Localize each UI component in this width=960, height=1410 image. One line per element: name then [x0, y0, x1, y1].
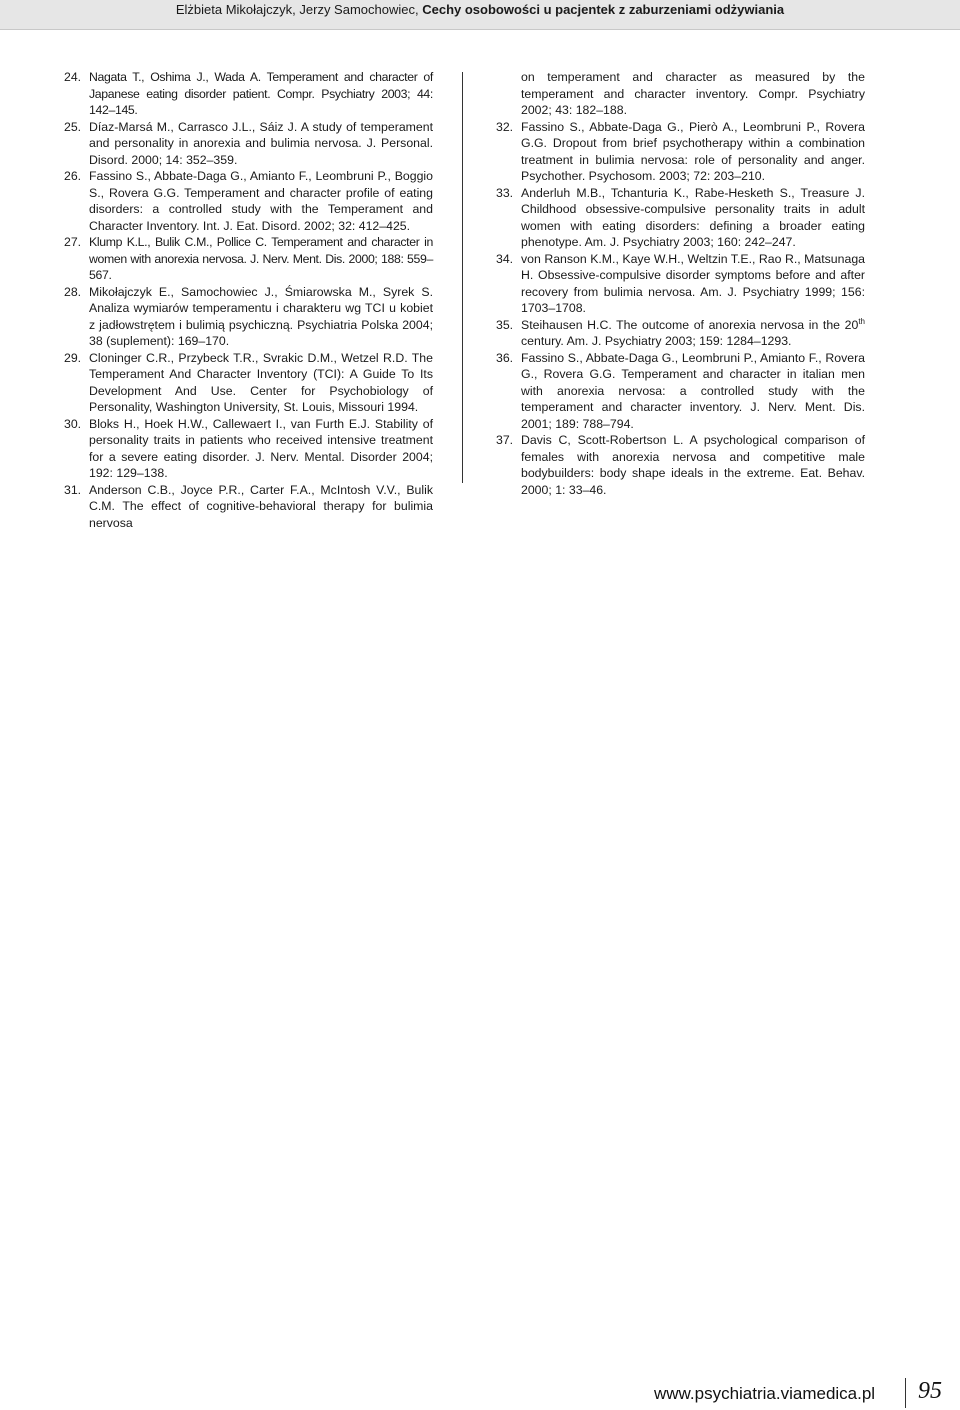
- reference-text: Anderluh M.B., Tchanturia K., Rabe-Hesketh S., Treasure J. Childhood obsessive-compulsive personality traits in adult women with eating disorders: defining a broader eating phenotype. Am. J. Psychiatry 2003; 160: 242–247.: [521, 185, 865, 249]
- reference-continuation: [496, 69, 865, 119]
- reference-number: 32.: [496, 119, 514, 134]
- reference-number: 33.: [496, 185, 514, 200]
- reference-text: Anderson C.B., Joyce P.R., Carter F.A., McIntosh V.V., Bulik C.M. The effect of cognitive-behavioral therapy for bulimia nervosa: [89, 482, 433, 530]
- reference-text-part: Steihausen H.C. The outcome of anorexia nervosa in the 20: [521, 317, 859, 332]
- references-right-column: [496, 69, 865, 498]
- reference-item: [496, 185, 865, 251]
- reference-number: 36.: [496, 350, 514, 365]
- footer-divider: [905, 1378, 906, 1408]
- header-title: Cechy osobowości u pacjentek z zaburzeniami odżywiania: [422, 2, 785, 17]
- journal-url[interactable]: www.psychiatria.viamedica.pl: [654, 1384, 876, 1403]
- reference-number: 29.: [64, 350, 82, 365]
- reference-text: Cloninger C.R., Przybeck T.R., Svrakic D.M., Wetzel R.D. The Temperament And Character Inventory (TCI): A Guide To Its Development And Use. Center for Psychobiology of Personality, Washington University, St. Louis, Missouri 1994.: [89, 350, 433, 414]
- reference-number: 26.: [64, 169, 82, 183]
- reference-item: [64, 416, 433, 482]
- reference-item: [496, 317, 865, 350]
- reference-text: von Ranson K.M., Kaye W.H., Weltzin T.E., Rao R., Matsunaga H. Obsessive-compulsive disorder symptoms before and after recovery from bulimia nervosa. Am. J. Psychiatry 1999; 156: 1703–1708.: [521, 251, 865, 315]
- reference-text: Mikołajczyk E., Samochowiec J., Śmiarowska M., Syrek S. Analiza wymiarów temperamentu i charakteru wg TCI u kobiet z jadłowstrętem i bulimią psychiczną. Psychiatria Polska 2004; 38 (suplement): 169–170.: [89, 284, 433, 348]
- reference-text: [521, 317, 865, 350]
- running-header: [0, 0, 960, 30]
- reference-item: [64, 119, 433, 169]
- reference-number: 27.: [64, 235, 82, 249]
- reference-item: [64, 69, 433, 119]
- header-authors: Elżbieta Mikołajczyk, Jerzy Samochowiec,: [175, 2, 419, 17]
- reference-text: Bloks H., Hoek H.W., Callewaert I., van Furth E.J. Stability of personality traits in patients who received intensive treatment for a severe eating disorder. J. Nerv. Mental. Disorder 2004; 192: 129–138.: [89, 416, 433, 480]
- reference-item: [496, 432, 865, 498]
- reference-item: [496, 350, 865, 433]
- reference-text: Fassino S., Abbate-Daga G., Pierò A., Leombruni P., Rovera G.G. Dropout from brief psychotherapy within a combination treatment in bulimia nervosa: role of personality and anger. Psychother. Psychosom. 2003; 72: 203–210.: [521, 119, 865, 183]
- reference-item: [64, 350, 433, 416]
- reference-text: Davis C, Scott-Robertson L. A psychological comparison of females with anorexia nervosa and competitive male bodybuilders: body shape ideals in the extreme. Eat. Behav. 2000; 1: 33–46.: [521, 433, 865, 497]
- reference-text-part: century. Am. J. Psychiatry 2003; 159: 1284–1293.: [521, 334, 792, 348]
- reference-number: 37.: [496, 433, 514, 447]
- reference-text: Fassino S., Abbate-Daga G., Leombruni P., Amianto F., Rovera G., Rovera G.G. Temperament and character in italian men with anorexia nervosa: a controlled study with the temperament and character inventory. J. Nerv. Ment. Dis. 2001; 189: 788–794.: [521, 350, 865, 431]
- page-number: 95: [918, 1378, 942, 1404]
- reference-number: 24.: [64, 70, 82, 84]
- reference-number: 28.: [64, 284, 82, 299]
- reference-item: [496, 251, 865, 317]
- column-divider: [462, 72, 463, 483]
- reference-number: 35.: [496, 317, 514, 332]
- reference-text: Nagata T., Oshima J., Wada A. Temperament and character of Japanese eating disorder patient. Compr. Psychiatry 2003; 44: 142–145.: [89, 70, 433, 117]
- reference-text: Díaz-Marsá M., Carrasco J.L., Sáiz J. A study of temperament and personality in anorexia and bulimia nervosa. J. Personal. Disord. 2000; 14: 352–359.: [89, 119, 433, 167]
- reference-number: 25.: [64, 119, 82, 134]
- reference-number: 31.: [64, 482, 82, 497]
- reference-number: 34.: [496, 251, 514, 266]
- reference-item: [496, 119, 865, 185]
- reference-number: 30.: [64, 416, 82, 431]
- reference-item: [64, 482, 433, 532]
- reference-item: [64, 234, 433, 284]
- reference-item: [64, 284, 433, 350]
- references-left-column: [64, 69, 433, 531]
- reference-item: [64, 168, 433, 234]
- reference-text: on temperament and character as measured by the temperament and character inventory. Compr. Psychiatry 2002; 43: 182–188.: [521, 70, 865, 117]
- superscript: th: [858, 316, 865, 326]
- reference-text: Fassino S., Abbate-Daga G., Amianto F., Leombruni P., Boggio S., Rovera G.G. Temperament and character profile of eating disorders: a controlled study with the Temperament and Character Inventory. Int. J. Eat. Disord. 2002; 32: 412–425.: [89, 169, 433, 233]
- reference-text: Klump K.L., Bulik C.M., Pollice C. Temperament and character in women with anorexia nervosa. J. Nerv. Ment. Dis. 2000; 188: 559–567.: [89, 235, 433, 282]
